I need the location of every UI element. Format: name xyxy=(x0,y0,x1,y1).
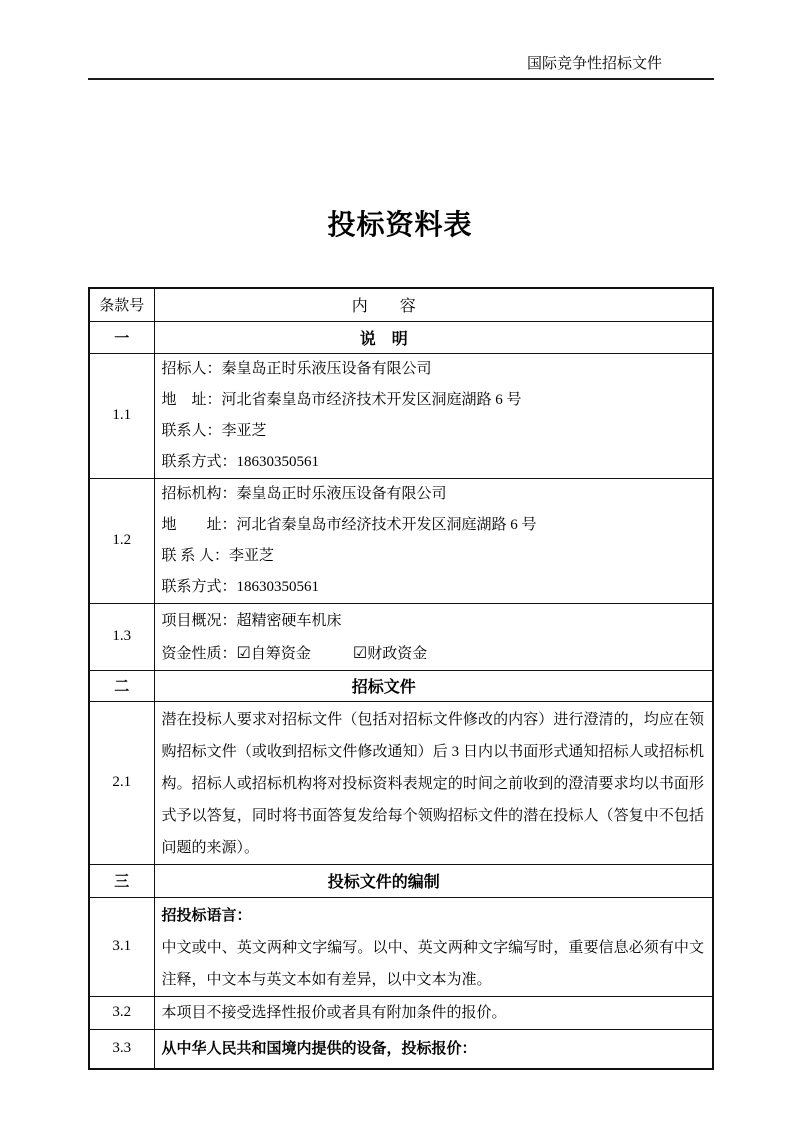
clause-row-3-2 xyxy=(89,996,713,1029)
no-alternative-bids-line: 本项目不接受选择性报价或者具有附加条件的报价。 xyxy=(161,1004,507,1021)
clause-row-1-1 xyxy=(89,353,713,478)
section-row-1 xyxy=(89,321,713,353)
project-overview-line: 项目概况：超精密硬车机床 xyxy=(161,612,342,629)
clarification-rule-paragraph: 潜在投标人要求对招标文件（包括对招标文件修改的内容）进行澄清的，均应在领购招标文件（或收到招标文件修改通知）后 3 日内以书面形式通知招标人或招标机构。招标人或招标机构将对投标资料表规定的时间之前收到的澄清要求均以书面形式予以答复，同时将书面答复发给每个领购招标文件的潜在投标人（答复中不包括问题的来源）。 xyxy=(161,711,704,856)
row-content xyxy=(154,701,713,864)
clause-number: 3.1 xyxy=(89,897,154,996)
content-column-header: 内 容 xyxy=(154,288,713,321)
clause-number: 3.2 xyxy=(89,996,154,1029)
funding-option-self-raised: 自筹资金 xyxy=(250,645,311,662)
checkbox-checked-icon: ☑ xyxy=(352,642,368,662)
section-title: 投标文件的编制 xyxy=(154,864,713,897)
agency-contact-phone-line: 联系方式：18630350561 xyxy=(161,578,320,595)
section-clause-number: 二 xyxy=(89,670,154,701)
row-content xyxy=(154,1029,713,1069)
section-clause-number: 一 xyxy=(89,321,154,353)
section-row-3 xyxy=(89,864,713,897)
clause-number: 1.2 xyxy=(89,478,154,603)
funding-nature-line xyxy=(162,637,705,670)
funding-nature-label: 资金性质： xyxy=(161,645,237,662)
row-content xyxy=(154,996,713,1029)
checkbox-checked-icon: ☑ xyxy=(236,642,251,662)
clause-row-1-3 xyxy=(89,603,713,670)
contact-phone-line: 联系方式：18630350561 xyxy=(161,453,320,470)
section-title: 说 明 xyxy=(154,321,713,353)
clause-number: 1.3 xyxy=(89,603,154,670)
bidder-address-line: 地 址：河北省秦皇岛市经济技术开发区洞庭湖路 6 号 xyxy=(161,391,522,408)
bid-language-paragraph: 中文或中、英文两种文字编写。以中、英文两种文字编写时，重要信息必须有中文注释，中文本与英文本如有差异，以中文本为准。 xyxy=(161,939,704,988)
clause-row-3-3 xyxy=(89,1029,713,1069)
bid-language-label: 招投标语言： xyxy=(161,907,252,924)
section-clause-number: 三 xyxy=(89,864,154,897)
agency-address-line: 地 址：河北省秦皇岛市经济技术开发区洞庭湖路 6 号 xyxy=(161,516,537,533)
domestic-equipment-pricing-line: 从中华人民共和国境内提供的设备，投标报价： xyxy=(161,1040,477,1057)
clause-number: 2.1 xyxy=(89,701,154,864)
header-title: 国际竞争性招标文件 xyxy=(526,56,662,72)
agency-name-line: 招标机构：秦皇岛正时乐液压设备有限公司 xyxy=(161,485,447,502)
row-content xyxy=(154,478,713,603)
clause-number: 1.1 xyxy=(89,353,154,478)
page-header xyxy=(88,56,714,80)
bidder-name-line: 招标人：秦皇岛正时乐液压设备有限公司 xyxy=(161,360,432,377)
clause-row-1-2 xyxy=(89,478,713,603)
table-header-row xyxy=(89,288,713,321)
funding-option-fiscal: 财政资金 xyxy=(367,645,428,662)
agency-contact-person-line: 联 系 人：李亚芝 xyxy=(161,547,275,564)
row-content xyxy=(154,353,713,478)
row-content xyxy=(154,603,713,670)
section-title: 招标文件 xyxy=(154,670,713,701)
contact-person-line: 联系人：李亚芝 xyxy=(161,422,267,439)
clause-number: 3.3 xyxy=(89,1029,154,1069)
row-content xyxy=(154,897,713,996)
clause-column-header: 条款号 xyxy=(89,288,154,321)
clause-row-3-1 xyxy=(89,897,713,996)
section-row-2 xyxy=(89,670,713,701)
clause-row-2-1 xyxy=(89,701,713,864)
page-title: 投标资料表 xyxy=(327,210,473,241)
bid-data-table xyxy=(88,287,714,1070)
